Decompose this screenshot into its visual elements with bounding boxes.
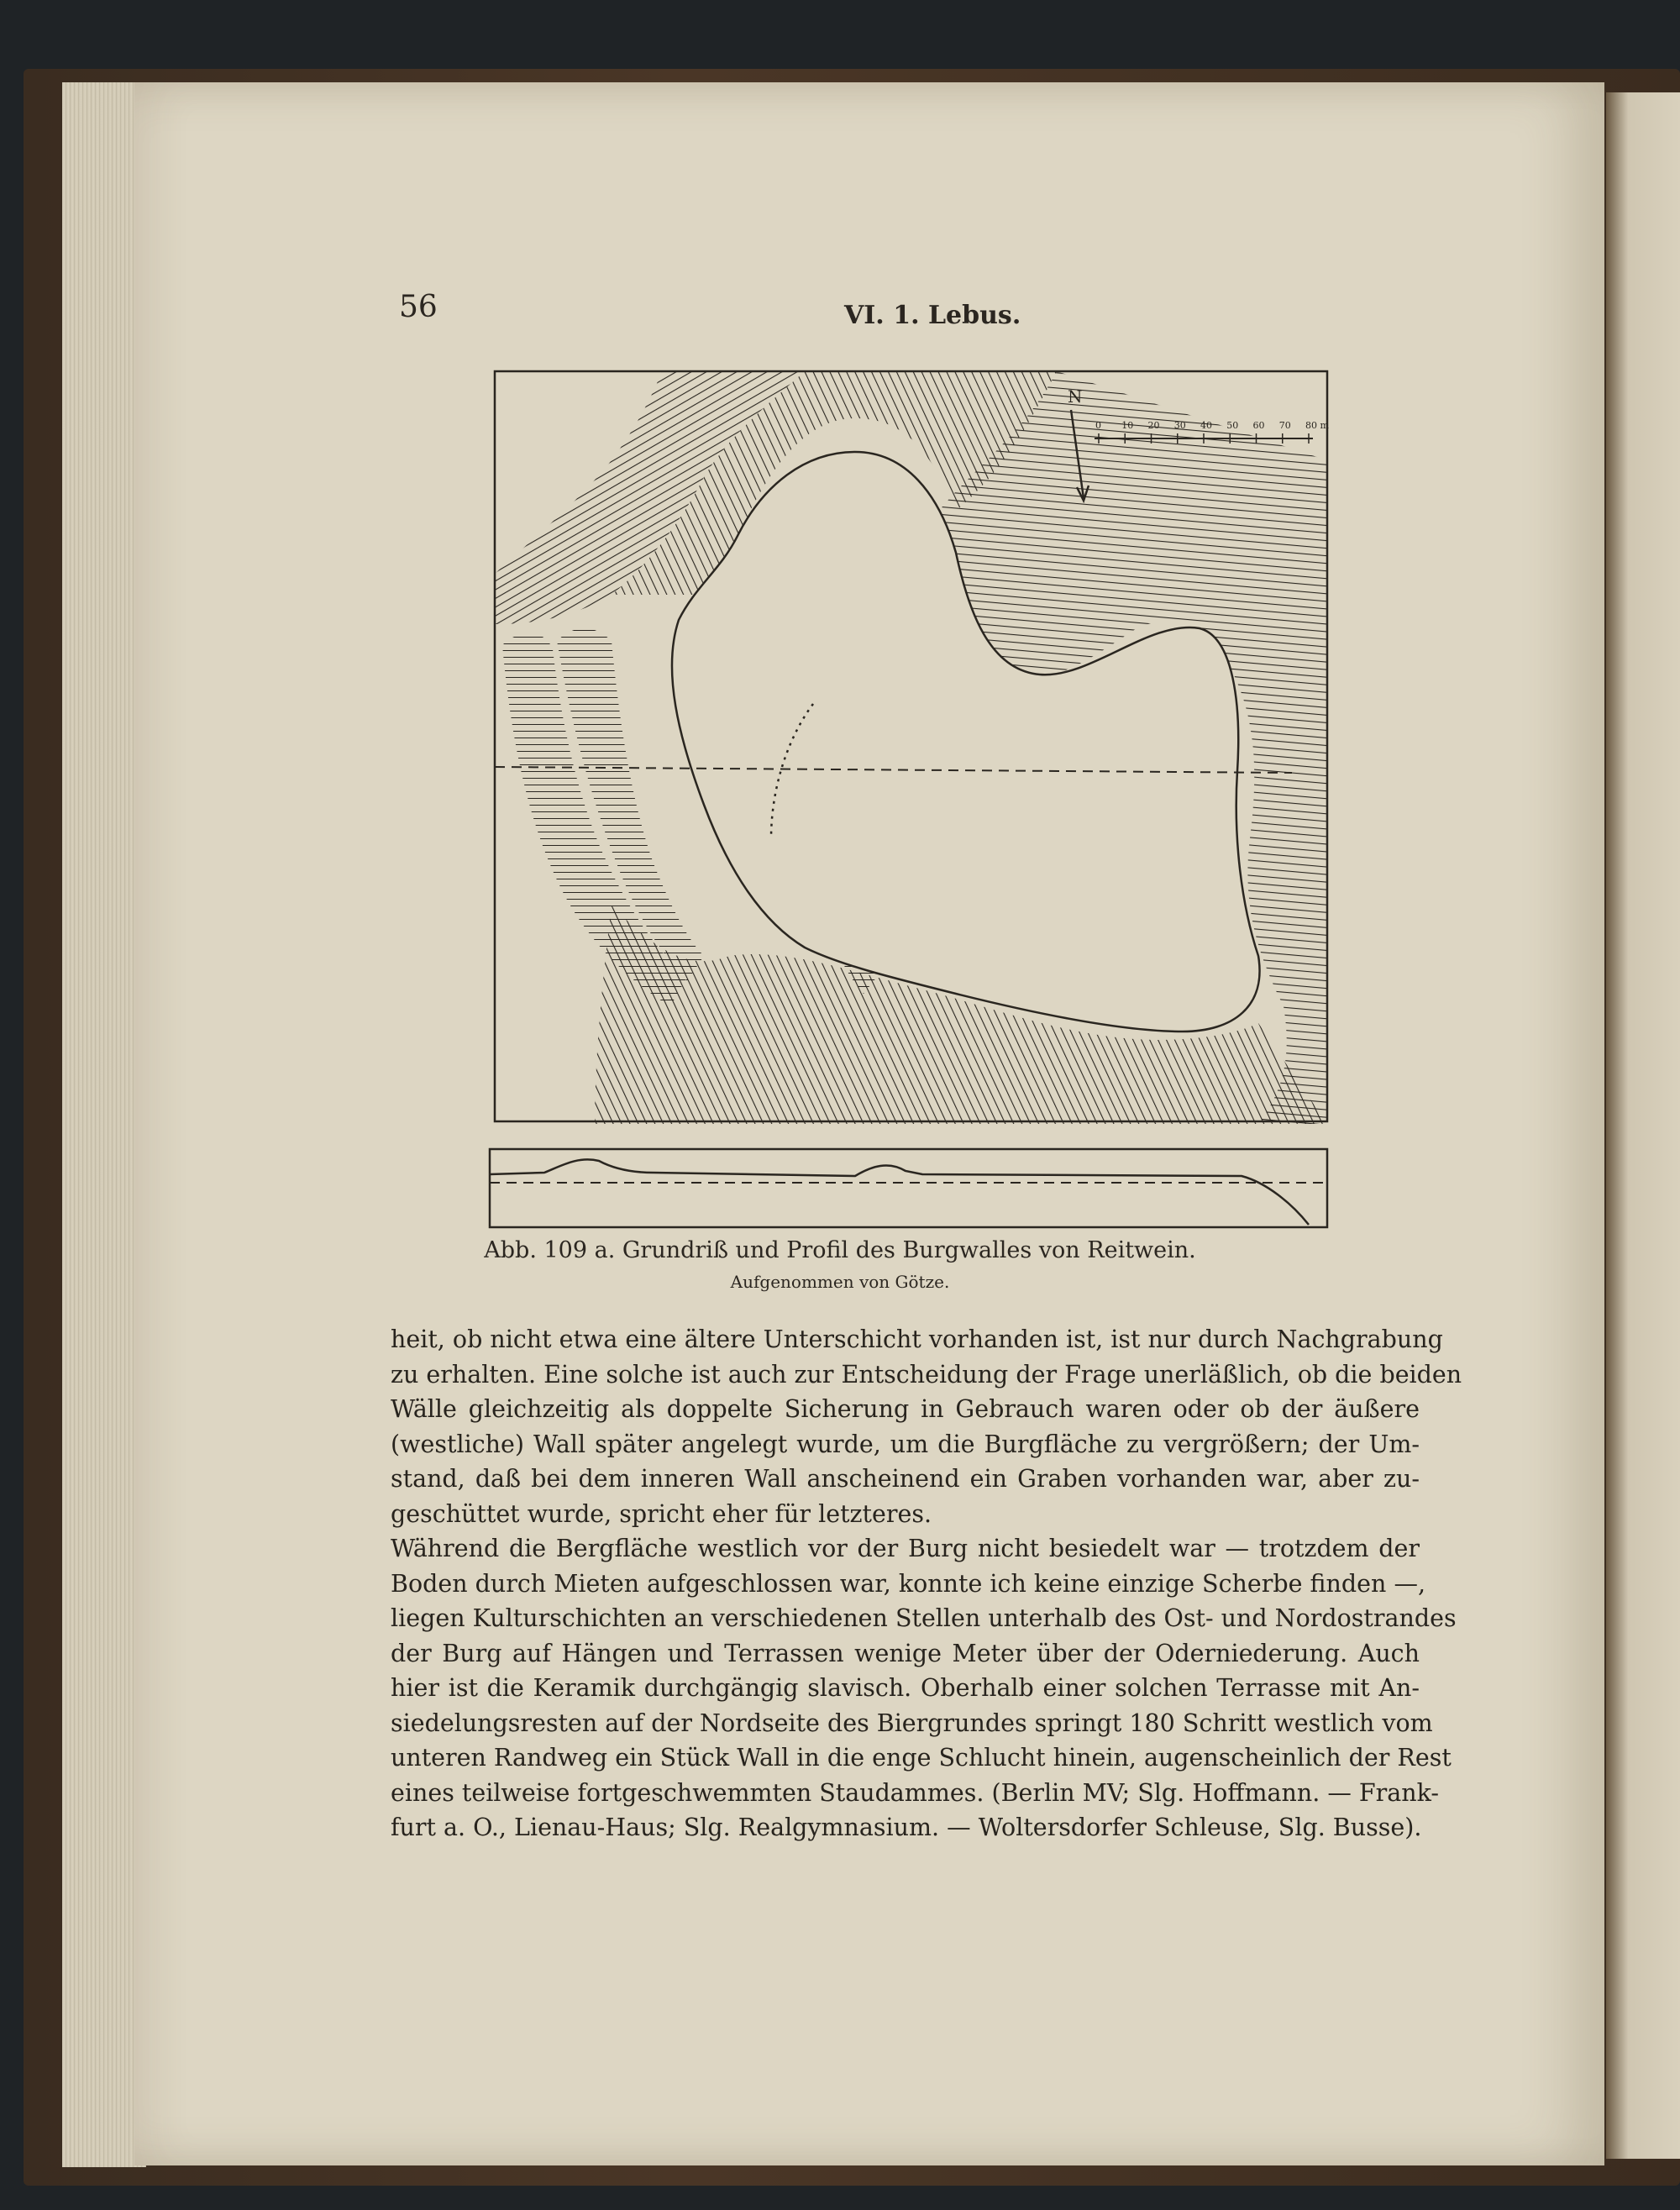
body-line: siedelungsresten auf der Nordseite des Biergrundes springt 180 Schritt westlich vom xyxy=(391,1709,1433,1737)
body-line: stand, daß bei dem inneren Wall anscheinend ein Graben vorhanden war, aber zu- xyxy=(391,1465,1420,1493)
scale-label: 20 xyxy=(1147,420,1160,431)
profile-frame xyxy=(490,1149,1327,1227)
profile-line xyxy=(490,1159,1309,1225)
body-line: unteren Randweg ein Stück Wall in die enge Schlucht hinein, augenscheinlich der Rest xyxy=(391,1744,1452,1772)
body-line: Wälle gleichzeitig als doppelte Sicherung in Gebrauch waren oder ob der äußere xyxy=(391,1395,1420,1423)
body-line: Während die Bergfläche westlich vor der Burg nicht besiedelt war — trotzdem der xyxy=(391,1535,1420,1562)
body-line: eines teilweise fortgeschwemmten Staudammes. (Berlin MV; Slg. Hoffmann. — Frank- xyxy=(391,1778,1440,1807)
body-line: zu erhalten. Eine solche ist auch zur Entscheidung der Frage unerläßlich, ob die beiden xyxy=(391,1360,1462,1388)
scale-label: 80 m xyxy=(1305,420,1329,431)
figure-caption: Abb. 109 a. Grundriß und Profil des Burgwalles von Reitwein. xyxy=(484,1237,1196,1263)
body-line: liegen Kulturschichten an verschiedenen Stellen unterhalb des Ost- und Nordostrandes xyxy=(391,1604,1457,1632)
body-line: Boden durch Mieten aufgeschlossen war, konnte ich keine einzige Scherbe finden —, xyxy=(391,1569,1425,1598)
scale-label: 40 xyxy=(1200,420,1212,431)
body-line: furt a. O., Lienau-Haus; Slg. Realgymnasium. — Woltersdorfer Schleuse, Slg. Busse). xyxy=(391,1814,1422,1841)
plan-drawing xyxy=(486,368,1331,1231)
page-number: 56 xyxy=(399,290,438,324)
body-line: der Burg auf Hängen und Terrassen wenige Meter über der Oderniederung. Auch xyxy=(391,1639,1420,1667)
body-line: heit, ob nicht etwa eine ältere Unterschicht vorhanden ist, ist nur durch Nachgrabung xyxy=(391,1325,1443,1353)
fortification-plan-figure xyxy=(486,368,1331,1231)
scale-label: 60 xyxy=(1252,420,1265,431)
body-line: hier ist die Keramik durchgängig slavisch. Oberhalb einer solchen Terrasse mit An- xyxy=(391,1674,1420,1702)
body-text xyxy=(391,1322,1462,1845)
running-head: VI. 1. Lebus. xyxy=(844,301,1021,330)
scale-label: 10 xyxy=(1121,420,1134,431)
figure-subcaption: Aufgenommen von Götze. xyxy=(730,1272,950,1292)
scale-label: 50 xyxy=(1226,420,1239,431)
body-line: geschüttet wurde, spricht eher für letzteres. xyxy=(391,1499,932,1528)
facing-page-edge xyxy=(1606,92,1680,2159)
north-label: N xyxy=(1068,386,1083,407)
scale-label: 0 xyxy=(1095,420,1101,431)
scale-label: 30 xyxy=(1173,420,1186,431)
page-edges xyxy=(62,82,146,2167)
body-line: (westliche) Wall später angelegt wurde, um die Burgfläche zu vergrößern; der Um- xyxy=(391,1430,1420,1458)
scale-label: 70 xyxy=(1278,420,1291,431)
